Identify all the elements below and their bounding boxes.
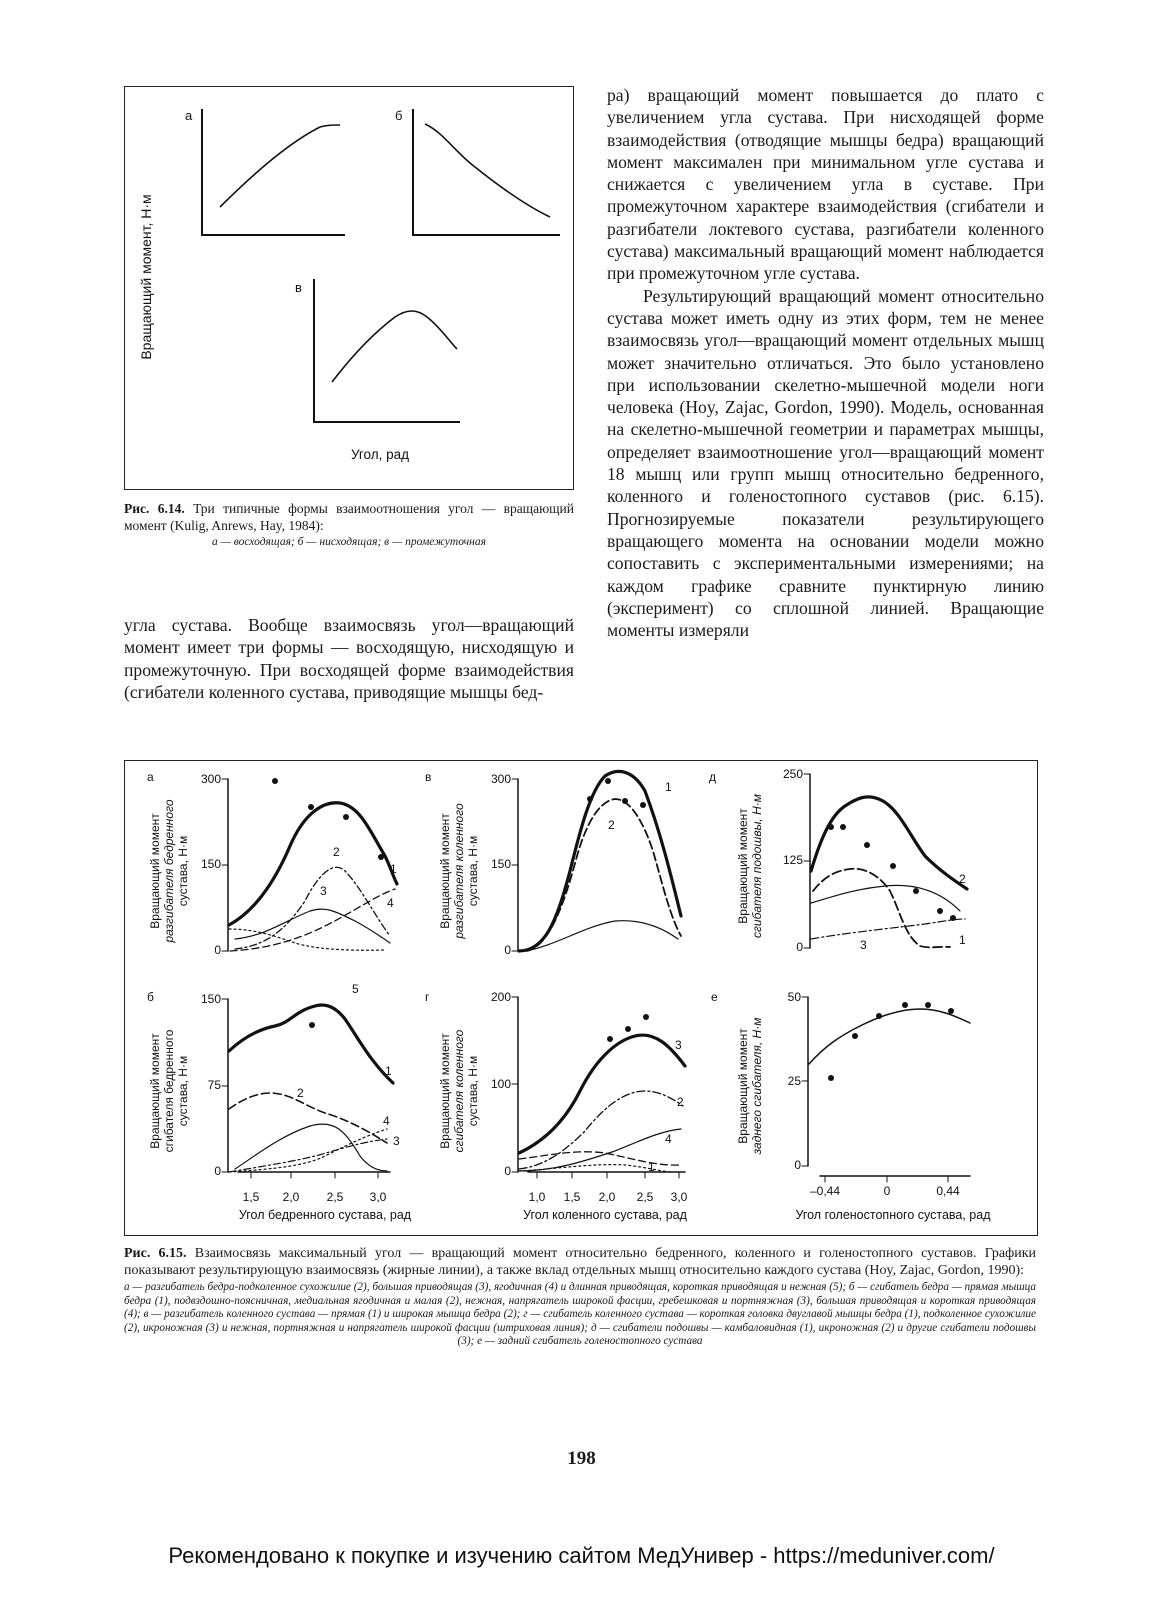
figure-6-15-caption-legend: а — разгибатель бедра-подколенное сухожилие (2), большая приводящая (3), ягодичная (4) и длинная приводящая, короткая приводящая и нежная (5); б — сгибатель бедра — прямая мышца бедра (1), подвздошно-поясничная, медиальная ягодичная и малая (2), нежная, напрягатель широкой фасции, гребешковая и портняжная (3), большая приводящая и короткая приводящая (4); в — разгибатель коленного сустава — прямая (1) и широкая мышца бедра (2); г — сгибатель коленного сустава — короткая головка двуглавой мышцы бедра (1), подколенное сухожилие (2), икроножная (3) и нежная, портняжная и напрягатель широкой фасции (штриховая линия); д — сгибатели подошвы — камбаловидная (1), икроножная (2) и другие сгибатели подошвы (3); е — задний сгибатель голеностопного сустава bbox=[124, 1281, 1036, 1348]
panel-b-xtick: 1,5 bbox=[242, 1190, 260, 1204]
panel-e-ylabel-2: заднего сгибателя, Н·м bbox=[750, 1017, 764, 1155]
panel-e-data-point bbox=[902, 1002, 908, 1008]
figure-6-14-caption-sub: а — восходящая; б — нисходящая; в — промежуточная bbox=[212, 536, 486, 548]
panel-b-ylabel-3: сустава, Н·м bbox=[176, 1055, 190, 1127]
fig1-axes-a bbox=[202, 109, 345, 235]
panel-e-xtick: –0,44 bbox=[809, 1184, 841, 1198]
panel-g-ylabel-1: Вращающий момент bbox=[438, 1033, 452, 1149]
fig1-xlabel: Угол, рад bbox=[350, 447, 410, 462]
panel-d-curve-3 bbox=[811, 919, 965, 939]
panel-e-data-point bbox=[828, 1075, 834, 1081]
panel-v-ytick: 150 bbox=[490, 857, 511, 871]
panel-v-data-point bbox=[622, 798, 628, 804]
panel-g-curve-label: 2 bbox=[677, 1095, 684, 1109]
panel-a-ytick: 300 bbox=[200, 772, 221, 786]
panel-v-curve-label: 2 bbox=[608, 818, 615, 832]
panel-a-curve-2 bbox=[235, 867, 390, 949]
fig1-ylabel: Вращающий момент, Н·м bbox=[138, 194, 154, 360]
panel-g-data-point bbox=[625, 1026, 631, 1032]
panel-g-ytick: 200 bbox=[490, 990, 511, 1004]
fig1-panel-label-b: б bbox=[395, 108, 403, 123]
panel-a-ytick: 150 bbox=[200, 857, 221, 871]
panel-d-data-point bbox=[840, 824, 846, 830]
panel-v-curve-label: 1 bbox=[665, 780, 672, 794]
page-number: 198 bbox=[567, 1448, 596, 1469]
panel-a-label: а bbox=[147, 770, 154, 784]
panel-a-curve-3 bbox=[235, 909, 390, 943]
panel-b-data-point bbox=[309, 1022, 315, 1028]
panel-g-ylabel-2: сгибателя коленного bbox=[452, 1029, 466, 1153]
panel-v-ylabel-2: разгибателя коленного bbox=[452, 803, 466, 939]
panel-e-data-point bbox=[876, 1013, 882, 1019]
panel-e-label: е bbox=[711, 990, 718, 1004]
panel-e-data-point bbox=[948, 1008, 954, 1014]
panel-d-ylabel-1: Вращающий момент bbox=[736, 808, 750, 924]
panel-a-ytick: 0 bbox=[214, 943, 221, 957]
fig1-panel-label-v: в bbox=[295, 280, 302, 295]
panel-v-data-point bbox=[640, 802, 646, 808]
figure-6-14 bbox=[124, 86, 574, 490]
panel-g-data-point bbox=[643, 1014, 649, 1020]
panel-e-curve-total bbox=[809, 1009, 970, 1064]
panel-d-data-point bbox=[864, 842, 870, 848]
panel-b-curve-muscle bbox=[235, 1124, 387, 1171]
figure-6-15-caption bbox=[124, 1246, 1036, 1349]
panel-d-data-point bbox=[913, 888, 919, 894]
panel-b-curve-label: 4 bbox=[383, 1114, 390, 1128]
panel-b-label: б bbox=[147, 990, 154, 1004]
panel-v-data-point bbox=[587, 796, 593, 802]
panel-d-ytick: 125 bbox=[782, 853, 803, 867]
panel-e-ytick: 0 bbox=[794, 1158, 801, 1172]
panel-g-label: г bbox=[425, 990, 430, 1004]
right-column-text bbox=[607, 84, 1044, 641]
panel-d-curve-muscle bbox=[811, 885, 960, 911]
panel-g-ytick: 100 bbox=[490, 1077, 511, 1091]
panel-b-curve-label: 3 bbox=[393, 1134, 400, 1148]
right-column-paragraph-2: Результирующий вращающий момент относительно сустава может иметь одну из этих форм, тем не менее взаимосвязь угол—вращающий момент отдельных мышц может значительно отличаться. Это было установлено при использовании скелетно-мышечной модели ноги человека (Hoy, Zajac, Gordon, 1990). Модель, основанная на скелетно-мышечной геометрии и параметрах мышцы, определяет взаимоотношение угол—вращающий момент 18 мышц или групп мышц относительно бедренного, коленного и голеностопного суставов (рис. 6.15). Прогнозируемые показатели результирующего вращающего момента на основании модели можно сопоставить с экспериментальными измерениями; на каждом графике сравните пунктирную линию (эксперимент) со сплошной линией. Вращающие моменты измеряли bbox=[607, 285, 1044, 641]
panel-b bbox=[147, 990, 412, 1222]
figure-6-15-caption-text: Взаимосвязь максимальный угол — вращающий момент относительно бедренного, коленного и голеностопного суставов. Графики показывают результирующую взаимосвязь (жирные линии), а также вклад отдельных мышц относительно каждого сустава (Hoy, Zajac, Gordon, 1990): bbox=[124, 1246, 1037, 1278]
panel-d-curve-label: 1 bbox=[959, 933, 966, 947]
fig1-curve-intermediate bbox=[332, 311, 457, 382]
panel-b-xlabel: Угол бедренного сустава, рад bbox=[238, 1208, 412, 1222]
panel-d-data-point bbox=[828, 824, 834, 830]
panel-b-curve-3 bbox=[229, 1139, 387, 1172]
panel-e-ytick: 25 bbox=[787, 1074, 801, 1088]
panel-a-curve-label: 1 bbox=[390, 862, 397, 876]
panel-a-ylabel-3: сустава, Н·м bbox=[176, 835, 190, 907]
panel-e-ytick: 50 bbox=[787, 990, 801, 1004]
panel-b-xtick: 2,5 bbox=[326, 1190, 344, 1204]
panel-g bbox=[425, 990, 688, 1222]
fig1-panel-label-a: а bbox=[185, 108, 193, 123]
panel-e-data-point bbox=[852, 1033, 858, 1039]
fig1-axes-v bbox=[314, 279, 460, 422]
panel-d bbox=[709, 767, 967, 954]
panel-b-ylabel-2: сгибателя бедренного bbox=[162, 1029, 176, 1153]
panel-a-curve-5 bbox=[229, 929, 385, 950]
panel-v-ylabel-1: Вращающий момент bbox=[438, 813, 452, 929]
panel-b-curve-label: 1 bbox=[385, 1064, 392, 1078]
panel-d-curve-label: 2 bbox=[959, 872, 966, 886]
figure-6-14-graphic bbox=[125, 87, 573, 489]
panel-d-data-point bbox=[950, 915, 956, 921]
panel-g-ytick: 0 bbox=[504, 1164, 511, 1178]
panel-a-curve-1-total bbox=[229, 803, 397, 925]
panel-a-data-point bbox=[308, 804, 314, 810]
panel-d-ytick: 250 bbox=[782, 767, 803, 781]
panel-e-xtick: 0,44 bbox=[936, 1184, 960, 1198]
panel-d-ytick: 0 bbox=[796, 940, 803, 954]
panel-b-ylabel-1: Вращающий момент bbox=[148, 1033, 162, 1149]
panel-b-curve-2 bbox=[229, 1093, 387, 1143]
panel-a-curve-label: 2 bbox=[333, 845, 340, 859]
panel-a-ylabel-2: разгибателя бедренного bbox=[162, 799, 176, 943]
right-column-paragraph-1: ра) вращающий момент повышается до плато с увеличением угла сустава. При нисходящей форме взаимодействия (отводящие мышцы бедра) вращающий момент максимален при минимальном угле сустава и снижается с увеличением угла в суставе. При промежуточном характере взаимодействия (сгибатели и разгибатели локтевого сустава, разгибатели коленного сустава) максимальный вращающий момент наблюдается при промежуточном угле сустава. bbox=[607, 85, 1044, 284]
panel-a-data-point bbox=[272, 778, 278, 784]
panel-g-xtick: 1,0 bbox=[528, 1190, 546, 1204]
panel-g-xtick: 2,5 bbox=[636, 1190, 654, 1204]
panel-a bbox=[147, 770, 397, 996]
panel-a-ylabel-1: Вращающий момент bbox=[148, 813, 162, 929]
figure-6-14-caption-text: Три типичные формы взаимоотношения угол — вращающий момент (Kulig, Anrews, Hay, 1984): bbox=[124, 501, 574, 533]
figure-6-14-caption-title: Рис. 6.14. bbox=[124, 501, 185, 516]
panel-v-curve-muscle bbox=[525, 921, 678, 951]
panel-b-curve-label: 2 bbox=[297, 1086, 304, 1100]
panel-v-ytick: 0 bbox=[504, 943, 511, 957]
panel-g-curve-label: 3 bbox=[675, 1038, 682, 1052]
panel-g-curve-dashed bbox=[519, 1152, 681, 1165]
panel-d-curve-label: 3 bbox=[860, 938, 867, 952]
panel-a-data-point bbox=[343, 814, 349, 820]
panel-b-xtick: 2,0 bbox=[282, 1190, 300, 1204]
panel-g-xtick: 3,0 bbox=[670, 1190, 688, 1204]
figure-6-15-graphic bbox=[125, 761, 1037, 1235]
panel-g-curve-2 bbox=[519, 1091, 683, 1169]
panel-d-ylabel-2: сгибателя подошвы, Н·м bbox=[750, 794, 764, 938]
panel-g-ylabel-3: сустава, Н·м bbox=[466, 1055, 480, 1127]
panel-e bbox=[711, 990, 991, 1222]
panel-g-data-point bbox=[607, 1036, 613, 1042]
panel-e-xtick: 0 bbox=[883, 1184, 891, 1198]
panel-b-ytick: 75 bbox=[207, 1078, 221, 1092]
panel-d-label: д bbox=[709, 770, 717, 784]
left-column-text bbox=[124, 614, 574, 703]
fig1-curve-ascending bbox=[220, 125, 340, 207]
panel-a-curve-label: 4 bbox=[387, 896, 394, 910]
panel-b-ytick: 150 bbox=[200, 992, 221, 1006]
panel-a-curve-label: 3 bbox=[320, 884, 327, 898]
panel-e-ylabel-1: Вращающий момент bbox=[736, 1028, 750, 1144]
panel-a-data-point bbox=[378, 854, 384, 860]
panel-a-curve-label: 5 bbox=[352, 982, 359, 996]
panel-g-xlabel: Угол коленного сустава, рад bbox=[523, 1208, 687, 1222]
panel-d-data-point bbox=[937, 908, 943, 914]
panel-v-ytick: 300 bbox=[490, 772, 511, 786]
panel-v-ylabel-3: сустава, Н·м bbox=[466, 835, 480, 907]
footer-watermark: Рекомендовано к покупке и изучению сайтом МедУнивер - https://meduniver.com/ bbox=[168, 1543, 995, 1568]
panel-g-xtick: 1,5 bbox=[563, 1190, 581, 1204]
panel-g-curve-label: 1 bbox=[648, 1160, 655, 1174]
figure-6-15-caption-title: Рис. 6.15. bbox=[124, 1246, 187, 1261]
panel-d-data-point bbox=[890, 863, 896, 869]
figure-6-14-caption bbox=[124, 500, 574, 551]
panel-g-curve-label: 4 bbox=[665, 1132, 672, 1146]
panel-e-xlabel: Угол голеностопного сустава, рад bbox=[795, 1208, 991, 1222]
panel-b-curve-4 bbox=[229, 1129, 387, 1172]
panel-e-data-point bbox=[925, 1002, 931, 1008]
panel-b-xtick: 3,0 bbox=[369, 1190, 387, 1204]
panel-b-ytick: 0 bbox=[214, 1164, 221, 1178]
panel-v-label: в bbox=[425, 770, 432, 784]
panel-a-curve-4 bbox=[230, 889, 395, 951]
fig1-axes-b bbox=[413, 109, 560, 235]
panel-v bbox=[425, 770, 681, 957]
figure-6-15 bbox=[124, 760, 1038, 1236]
left-column-paragraph: угла сустава. Вообще взаимосвязь угол—вращающий момент имеет три формы — восходящую, нисходящую и промежуточную. При восходящей форме взаимодействия (сгибатели коленного сустава, приводящие мышцы бед- bbox=[124, 615, 574, 702]
panel-g-xtick: 2,0 bbox=[598, 1190, 616, 1204]
panel-d-curve-2-total bbox=[811, 797, 967, 889]
panel-v-curve-1-total bbox=[519, 771, 681, 951]
panel-v-data-point bbox=[605, 778, 611, 784]
fig1-curve-descending bbox=[425, 124, 550, 217]
panel-b-curve-1-total bbox=[229, 1005, 393, 1083]
